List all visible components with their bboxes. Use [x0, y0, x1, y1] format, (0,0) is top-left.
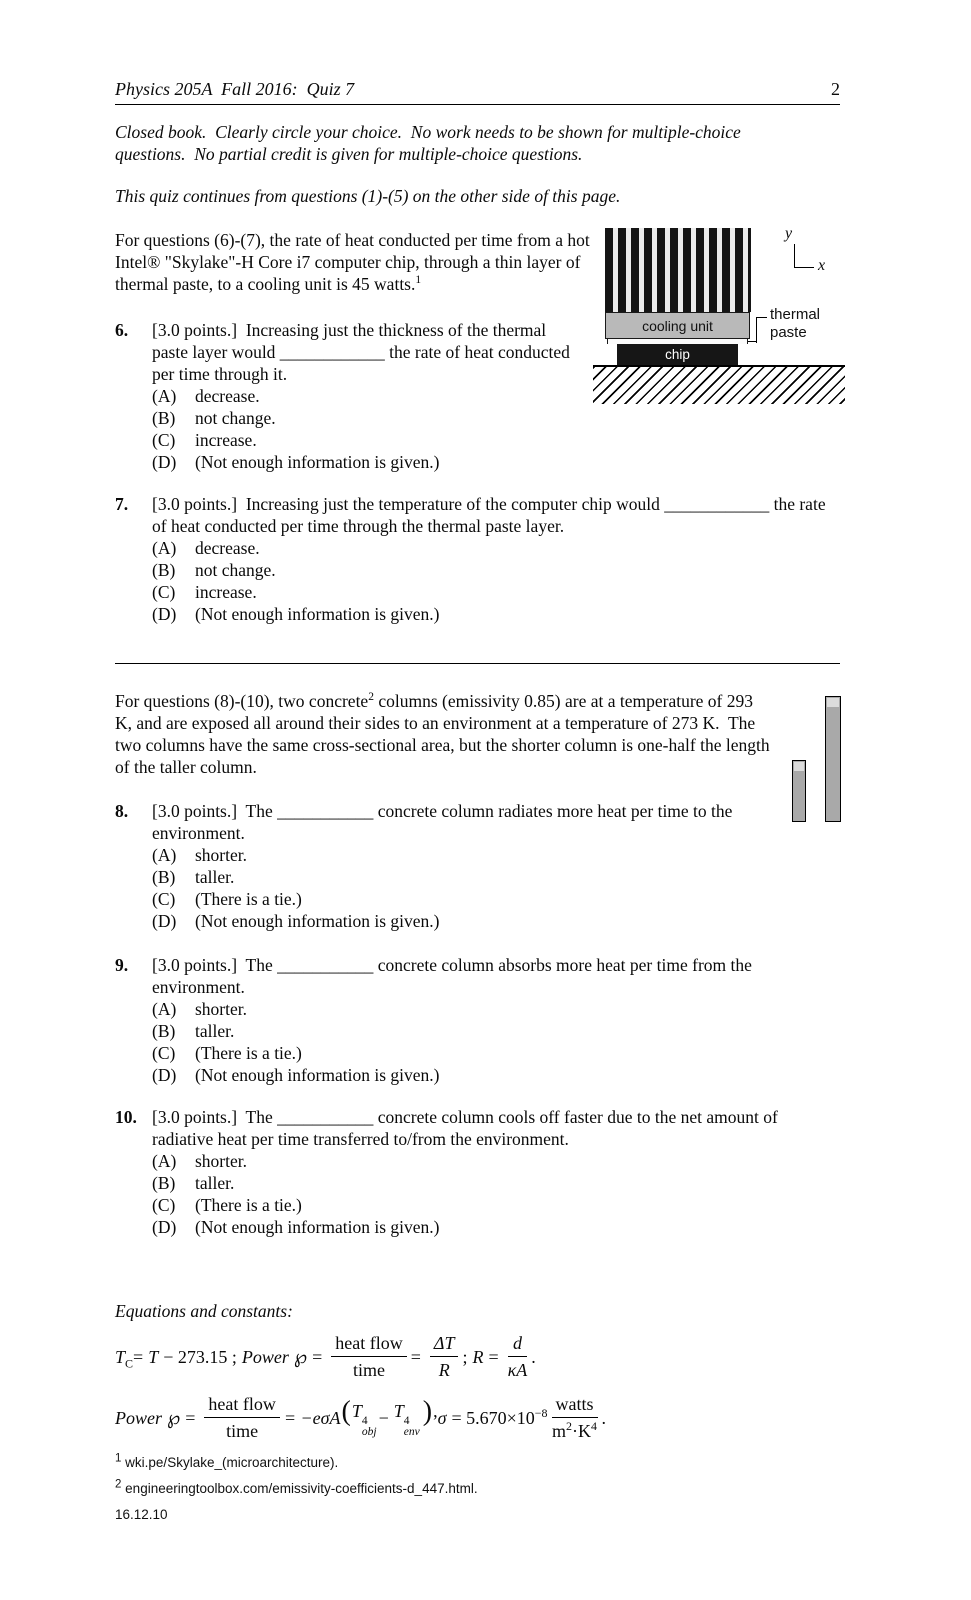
fraction-deltaT-R: $\frac{\Delta T}{R}$	[430, 1332, 459, 1381]
choice-letter: (C)	[152, 889, 176, 909]
short-column	[792, 760, 806, 822]
choice-text: (Not enough information is given.)	[195, 1065, 440, 1085]
choice-text: (There is a tie.)	[195, 1043, 302, 1063]
choice-8b	[152, 866, 784, 888]
question-7-body	[152, 493, 840, 625]
choice-letter: (B)	[152, 408, 176, 428]
thermal-paste-connector	[756, 317, 767, 343]
page-header	[115, 78, 840, 105]
choice-letter: (A)	[152, 845, 177, 865]
choice-7c	[152, 581, 840, 603]
choice-letter: (C)	[152, 1043, 176, 1063]
choice-6b	[152, 407, 584, 429]
question-7-number: 7.	[115, 494, 129, 514]
choice-letter: (C)	[152, 430, 176, 450]
choice-10c	[152, 1194, 822, 1216]
choice-letter: (D)	[152, 1065, 177, 1085]
choice-7a	[152, 537, 840, 559]
choice-text: decrease.	[195, 386, 260, 406]
choice-text: (Not enough information is given.)	[195, 911, 440, 931]
choice-6c	[152, 429, 584, 451]
choice-text: (Not enough information is given.)	[195, 604, 440, 624]
conduction-intro-text: For questions (6)-(7), the rate of heat conducted per time from a hot Intel® "Skylake"-H Core i7 computer chip, through a thin layer of thermal paste, to a cooling unit is 45 watts.	[115, 230, 595, 294]
question-6-body	[152, 319, 584, 473]
question-8-body	[152, 800, 784, 932]
choice-10d	[152, 1216, 822, 1238]
cooling-unit-label: cooling unit	[642, 317, 713, 334]
radiation-intro: For questions (8)-(10), two concrete$^2$ columns (emissivity 0.85) are at a temperature of 293 K, and are exposed all around their sides to an environment at a temperature of 273 K. The two columns have the same cross-sectional area, but the shorter column is one-half the length of the taller column.	[115, 691, 774, 777]
choice-text: increase.	[195, 430, 257, 450]
question-8-points: [3.0 points.]	[152, 801, 238, 821]
choice-9d	[152, 1064, 800, 1086]
choice-letter: (B)	[152, 1021, 176, 1041]
question-10-points: [3.0 points.]	[152, 1107, 238, 1127]
choice-letter: (C)	[152, 582, 176, 602]
choice-6a	[152, 385, 584, 407]
equation-1: $T_C$ = T − 273.15 ; Power ℘ = $\frac{\text{heat flow}}{\text{time}}$ = $\frac{\Delta T}{R}$ ; R = $\frac{d}{\kappa A}$ .	[115, 1333, 536, 1380]
chip-label: chip	[665, 346, 690, 362]
script-p-symbol: ℘	[167, 1406, 181, 1429]
choice-letter: (D)	[152, 452, 177, 472]
choice-letter: (A)	[152, 538, 177, 558]
choice-letter: (C)	[152, 1195, 176, 1215]
choice-letter: (A)	[152, 386, 177, 406]
script-p-symbol: ℘	[293, 1345, 308, 1368]
question-9-text: [3.0 points.] The ___________ concrete column absorbs more heat per time from the environment.	[152, 955, 757, 997]
choice-letter: (A)	[152, 1151, 177, 1171]
axes	[794, 244, 814, 268]
choice-letter: (B)	[152, 560, 176, 580]
instructions-text: Closed book. Clearly circle your choice. No work needs to be shown for multiple-choice questions. No partial credit is given for multiple-choice questions.	[115, 122, 746, 164]
choice-text: not change.	[195, 560, 276, 580]
y-axis-label: y	[785, 225, 793, 242]
page-title: Physics 205A Fall 2016: Quiz 7	[115, 79, 355, 99]
fraction-d-kA: $\frac{d}{\kappa A}$	[507, 1333, 528, 1380]
page-number: 2	[831, 79, 840, 99]
fraction-heatflow-time: $\frac{\text{heat flow}}{\text{time}}$	[331, 1332, 406, 1381]
choice-10b	[152, 1172, 822, 1194]
question-6-points: [3.0 points.]	[152, 320, 238, 340]
supsub-obj: 4 obj	[361, 1414, 377, 1438]
short-column-cap	[794, 762, 804, 771]
choice-letter: (D)	[152, 604, 177, 624]
conduction-intro	[115, 229, 597, 295]
question-6-text: [3.0 points.] Increasing just the thickness of the thermal paste layer would ____________ the rate of heat conducted per time through it.	[152, 320, 575, 384]
date-code: 16.12.10	[115, 1507, 168, 1522]
choice-letter: (B)	[152, 867, 176, 887]
choice-text: decrease.	[195, 538, 260, 558]
question-8	[115, 800, 840, 932]
choice-9a	[152, 998, 800, 1020]
question-7-text: [3.0 points.] Increasing just the temperature of the computer chip would ____________ the rate of heat conducted per time through the thermal paste layer.	[152, 494, 830, 536]
question-10-text: [3.0 points.] The ___________ concrete column cools off faster due to the net amount of radiative heat per time transferred to/from the environment.	[152, 1107, 783, 1149]
question-8-text: [3.0 points.] The ___________ concrete column radiates more heat per time to the environment.	[152, 801, 737, 843]
choice-letter: (D)	[152, 911, 177, 931]
footnote-2: $^2$ engineeringtoolbox.com/emissivity-coefficients-d_447.html.	[115, 1478, 478, 1496]
choice-text: shorter.	[195, 999, 248, 1019]
choice-text: increase.	[195, 582, 257, 602]
fraction-heatflow-time: $\frac{\text{heat flow}}{\text{time}}$	[204, 1393, 279, 1442]
continuation-text: This quiz continues from questions (1)-(5) on the other side of this page.	[115, 186, 621, 206]
question-9-number: 9.	[115, 955, 129, 975]
x-axis-label: x	[818, 257, 826, 274]
columns-figure	[789, 696, 851, 824]
choice-7b	[152, 559, 840, 581]
question-10	[115, 1106, 840, 1238]
left-paren: (	[341, 1395, 351, 1427]
question-9-body	[152, 954, 800, 1086]
choice-text: (There is a tie.)	[195, 889, 302, 909]
tall-column	[825, 696, 841, 822]
choice-9c	[152, 1042, 800, 1064]
cooling-unit-body	[605, 312, 750, 339]
thermal-paste-label: thermal paste	[770, 306, 821, 341]
question-7	[115, 493, 840, 625]
choice-8d	[152, 910, 784, 932]
choice-6d	[152, 451, 584, 473]
question-9	[115, 954, 840, 1086]
choice-text: shorter.	[195, 845, 248, 865]
footnote-marker-1: 1	[415, 274, 422, 287]
choice-letter: (D)	[152, 1217, 177, 1237]
choice-text: (Not enough information is given.)	[195, 452, 440, 472]
ground-hatch	[593, 365, 845, 404]
footnotes	[115, 1450, 478, 1528]
fraction-watts-m2K4: $\frac{\text{watts}}{m^2\cdot K^4}$	[552, 1394, 598, 1441]
question-8-number: 8.	[115, 801, 129, 821]
choice-text: taller.	[195, 867, 235, 887]
cooling-unit-figure	[593, 224, 845, 404]
section-divider	[115, 663, 840, 664]
question-6-number: 6.	[115, 320, 129, 340]
chip	[617, 344, 738, 365]
choice-9b	[152, 1020, 800, 1042]
choice-letter: (A)	[152, 999, 177, 1019]
question-7-points: [3.0 points.]	[152, 494, 238, 514]
supsub-env: 4 env	[403, 1414, 420, 1438]
tall-column-cap	[827, 698, 839, 707]
question-10-body	[152, 1106, 822, 1238]
question-9-points: [3.0 points.]	[152, 955, 238, 975]
question-10-number: 10.	[115, 1107, 137, 1127]
choice-8a	[152, 844, 784, 866]
choice-text: (Not enough information is given.)	[195, 1217, 440, 1237]
choice-text: not change.	[195, 408, 276, 428]
equations-heading: Equations and constants:	[115, 1301, 293, 1321]
thermal-paste-pointer	[748, 341, 756, 342]
footnote-1: $^1$ wki.pe/Skylake_(microarchitecture).	[115, 1452, 339, 1470]
footnote-marker-2: 2	[368, 691, 374, 704]
choice-text: taller.	[195, 1173, 235, 1193]
choice-letter: (B)	[152, 1173, 176, 1193]
right-paren: )	[422, 1395, 433, 1427]
choice-text: taller.	[195, 1021, 235, 1041]
choice-8c	[152, 888, 784, 910]
choice-7d	[152, 603, 840, 625]
equation-2: Power ℘ = $\frac{\text{heat flow}}{\text{time}}$ = −eσA (T 4 obj − T 4 env ), σ = $5.670\times 10^{-8}$ $\frac{\text{watts}}{m^2\cdot K^4}$ .	[115, 1394, 607, 1441]
heatsink-fins	[605, 228, 751, 312]
choice-text: (There is a tie.)	[195, 1195, 302, 1215]
choice-text: shorter.	[195, 1151, 248, 1171]
choice-10a	[152, 1150, 822, 1172]
